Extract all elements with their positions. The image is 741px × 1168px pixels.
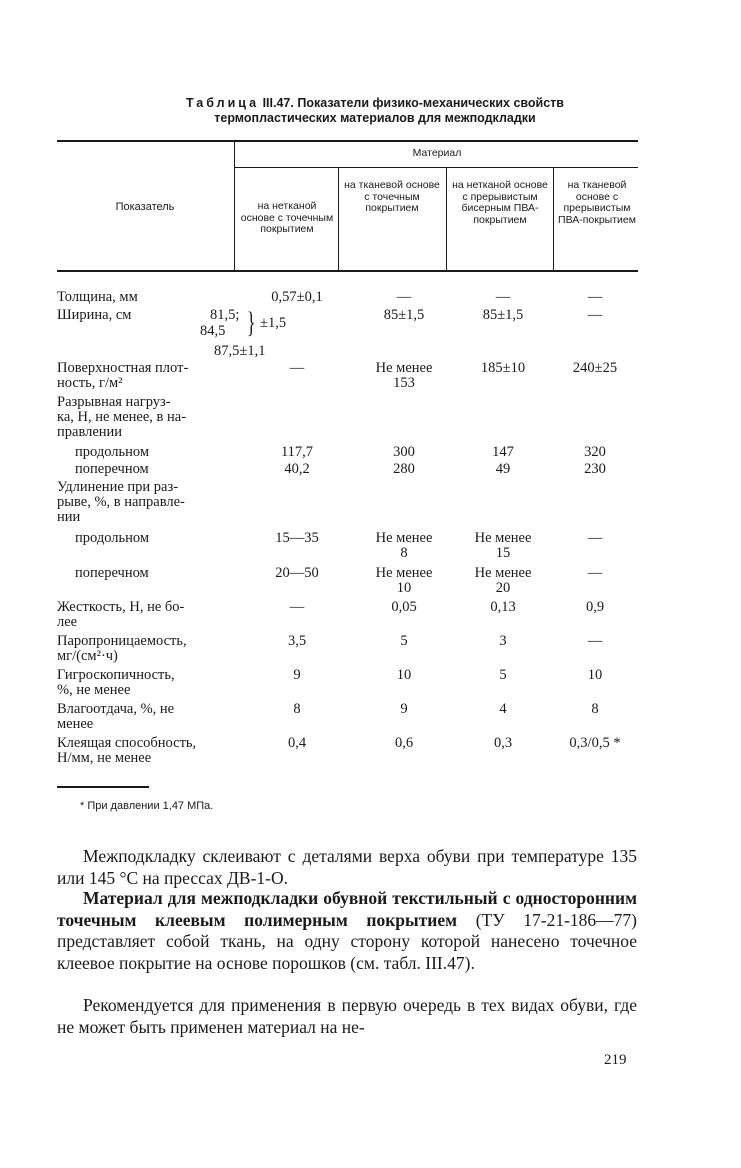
row-label-cont: мг/(см²·ч): [57, 648, 118, 664]
row-label-cont: лее: [57, 614, 78, 630]
paragraph-2: [57, 888, 637, 974]
cell-value: —: [587, 565, 603, 581]
table-caption: [55, 96, 695, 126]
cell-value: 0,9: [585, 599, 605, 615]
cell-value: 0,3: [493, 735, 513, 751]
row-label: Влагоотдача, %, не: [57, 701, 175, 717]
cell-value: Не менее: [474, 530, 532, 546]
row-label: Жесткость, Н, не бо-: [57, 599, 185, 615]
row-label-cont: %, не менее: [57, 682, 131, 698]
row-label: Разрывная нагруз-: [57, 394, 171, 410]
cell-value: 85±1,5: [482, 307, 524, 323]
footnote: * При давлении 1,47 МПа.: [80, 800, 214, 812]
cell-value: 0,4: [287, 735, 307, 751]
cell-value: 8: [293, 701, 301, 717]
row-label: Поверхностная плот-: [57, 360, 189, 376]
caption-number: III.47.: [262, 96, 294, 110]
cell-value: —: [396, 289, 412, 305]
cell-value: 85±1,5: [383, 307, 425, 323]
cell-value: 0,13: [490, 599, 516, 615]
caption-label: Таблица: [185, 96, 260, 110]
page-number: 219: [604, 1052, 627, 1068]
header-param: Показатель: [115, 201, 175, 213]
cell-value: —: [587, 530, 603, 546]
table-top-rule: [57, 140, 638, 142]
width-value-b: 84,5: [200, 323, 226, 339]
cell-value: 240±25: [572, 360, 618, 376]
row-label-cont: менее: [57, 716, 94, 732]
row-label-cont: рыве, %, в направле-: [57, 494, 185, 510]
cell-value: Не менее: [474, 565, 532, 581]
row-label-cont: ка, Н, не менее, в на-: [57, 409, 187, 425]
row-label: Паропроницаемость,: [57, 633, 187, 649]
cell-value: 3: [499, 633, 507, 649]
cell-value: 5: [499, 667, 507, 683]
row-label: Клеящая способность,: [57, 735, 197, 751]
cell-value-cont: 153: [393, 375, 415, 391]
cell-value: —: [289, 360, 305, 376]
cell-value: 9: [293, 667, 301, 683]
cell-value: 320: [584, 444, 606, 460]
cell-value: 0,05: [391, 599, 417, 615]
cell-value: 3,5: [287, 633, 307, 649]
cell-value: 9: [400, 701, 408, 717]
row-label-cont: Н/мм, не менее: [57, 750, 152, 766]
cell-value: Не менее: [375, 530, 433, 546]
caption-title-line1: Показатели физико-механических свойств: [297, 96, 564, 110]
cell-value: —: [289, 599, 305, 615]
cell-value: 20—50: [275, 565, 319, 581]
cell-value-cont: 15: [495, 545, 511, 561]
row-label: продольном: [75, 530, 150, 546]
cell-value: 280: [393, 461, 415, 477]
cell-value: 117,7: [280, 444, 314, 460]
cell-value: 300: [393, 444, 415, 460]
brace-icon: }: [246, 306, 256, 339]
cell-value-cont: 8: [400, 545, 408, 561]
cell-value-cont: 10: [396, 580, 412, 596]
cell-value: 4: [499, 701, 507, 717]
col-divider-3: [553, 168, 554, 270]
paragraph-1: Межподкладку склеивают с деталями верха обуви при температуре 135 или 145 °С на прессах ДВ-1-О.: [57, 846, 637, 888]
paragraph-2-rest: (ТУ 17-21-186—77) представляет собой ткань, на одну сторону которой нанесено точечное клеевое покрытие на основе порошков (см. табл. III.47).: [57, 909, 638, 973]
column-header-3: на нетканой основе с прерывистым бисерным ПВА-покрытием: [452, 179, 548, 226]
header-material: Материал: [412, 147, 462, 159]
column-header-2: на тканевой основе с точечным покрытием: [344, 179, 440, 214]
row-label: Ширина, см: [57, 307, 132, 323]
cell-value: 185±10: [480, 360, 526, 376]
cell-value: 0,57±0,1: [271, 289, 323, 305]
cell-value: 40,2: [284, 461, 310, 477]
row-label-cont: правлении: [57, 424, 123, 440]
row-label: Толщина, мм: [57, 289, 138, 305]
cell-value: 0,6: [394, 735, 414, 751]
paragraph-2-bold: Материал для межподкладки обувной текстильный с односторонним точечным клеевым полимерным покрытием: [57, 888, 637, 930]
width-tolerance: ±1,5: [260, 315, 287, 331]
row-label-cont: ность, г/м²: [57, 375, 123, 391]
width-value-d: 87,5±1,1: [214, 343, 266, 359]
column-header-4: на тканевой основе с прерывистым ПВА-покрытием: [558, 179, 636, 226]
cell-value: 5: [400, 633, 408, 649]
group-header-rule: [234, 167, 638, 168]
cell-value: 0,3/0,5 *: [569, 735, 621, 751]
col-divider-1: [338, 168, 339, 270]
row-label: поперечном: [75, 461, 149, 477]
cell-value: 10: [396, 667, 412, 683]
caption-title-line2: термопластических материалов для межподкладки: [214, 111, 536, 125]
cell-value: 49: [495, 461, 511, 477]
cell-value: 230: [584, 461, 606, 477]
cell-value: —: [587, 307, 603, 323]
cell-value: —: [587, 289, 603, 305]
footnote-rule: [57, 786, 149, 788]
header-bottom-rule: [57, 270, 638, 272]
cell-value-cont: 20: [495, 580, 511, 596]
cell-value: 15—35: [275, 530, 319, 546]
column-header-1: на нетканой основе с точечным покрытием: [240, 200, 334, 235]
paragraph-3: Рекомендуется для применения в первую очередь в тех видах обуви, где не может быть применен материал на не-: [57, 995, 637, 1037]
cell-value: 8: [591, 701, 599, 717]
row-label: Удлинение при раз-: [57, 479, 179, 495]
header-vertical-divider: [234, 140, 235, 270]
cell-value: —: [495, 289, 511, 305]
width-value-a: 81,5;: [210, 307, 240, 323]
cell-value: 10: [587, 667, 603, 683]
col-divider-2: [446, 168, 447, 270]
cell-value: —: [587, 633, 603, 649]
row-label: поперечном: [75, 565, 149, 581]
cell-value: Не менее: [375, 360, 433, 376]
cell-value: Не менее: [375, 565, 433, 581]
row-label: продольном: [75, 444, 150, 460]
cell-value: 147: [492, 444, 514, 460]
row-label: Гигроскопичность,: [57, 667, 175, 683]
row-label-cont: нии: [57, 509, 81, 525]
